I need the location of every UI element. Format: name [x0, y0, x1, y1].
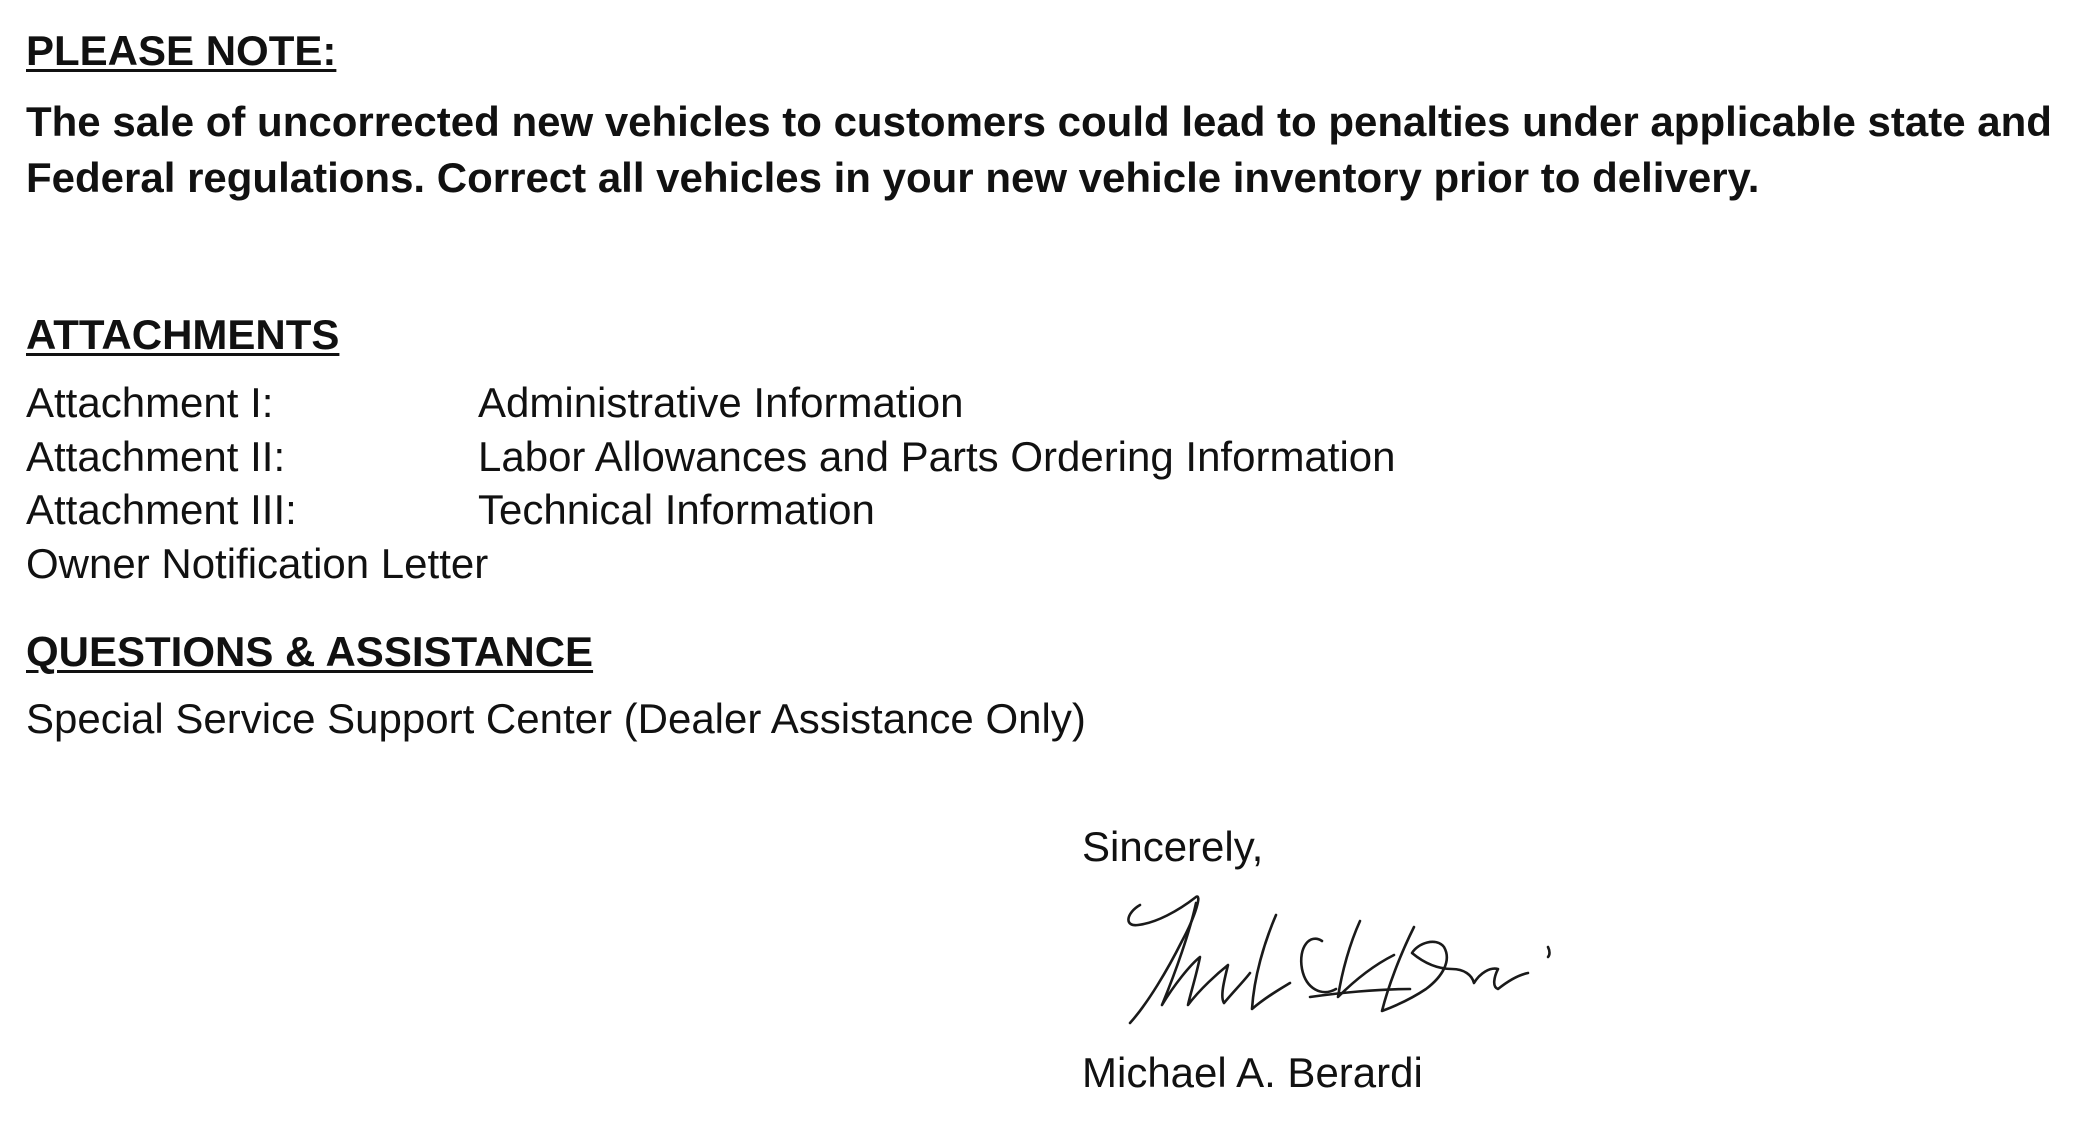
attachments-heading: ATTACHMENTS	[26, 311, 340, 358]
attachment-title: Labor Allowances and Parts Ordering Information	[478, 432, 1396, 480]
attachments-list	[26, 376, 1396, 590]
attachment-title: Technical Information	[478, 486, 875, 533]
closing-salutation: Sincerely,	[1082, 823, 1264, 870]
owner-notification-line	[26, 537, 1396, 591]
signature-image	[1078, 885, 1598, 1040]
attachment-label: Attachment I:	[26, 379, 274, 426]
please-note-heading: PLEASE NOTE:	[26, 27, 337, 74]
attachment-label: Attachment III:	[26, 486, 297, 533]
attachment-row	[26, 483, 1396, 537]
questions-heading: QUESTIONS & ASSISTANCE	[26, 628, 594, 675]
owner-notification-text: Owner Notification Letter	[26, 539, 489, 587]
attachment-label: Attachment II:	[26, 432, 286, 480]
attachment-title: Administrative Information	[478, 379, 964, 426]
questions-body: Special Service Support Center (Dealer Assistance Only)	[26, 695, 1086, 742]
signer-name: Michael A. Berardi	[1082, 1049, 1423, 1096]
attachment-row	[26, 376, 1396, 430]
attachment-row	[26, 430, 1396, 484]
please-note-body: The sale of uncorrected new vehicles to customers could lead to penalties under applicable state and Federal regulations. Correct all vehicles in your new vehicle inventory prior to delivery.	[26, 98, 2052, 201]
